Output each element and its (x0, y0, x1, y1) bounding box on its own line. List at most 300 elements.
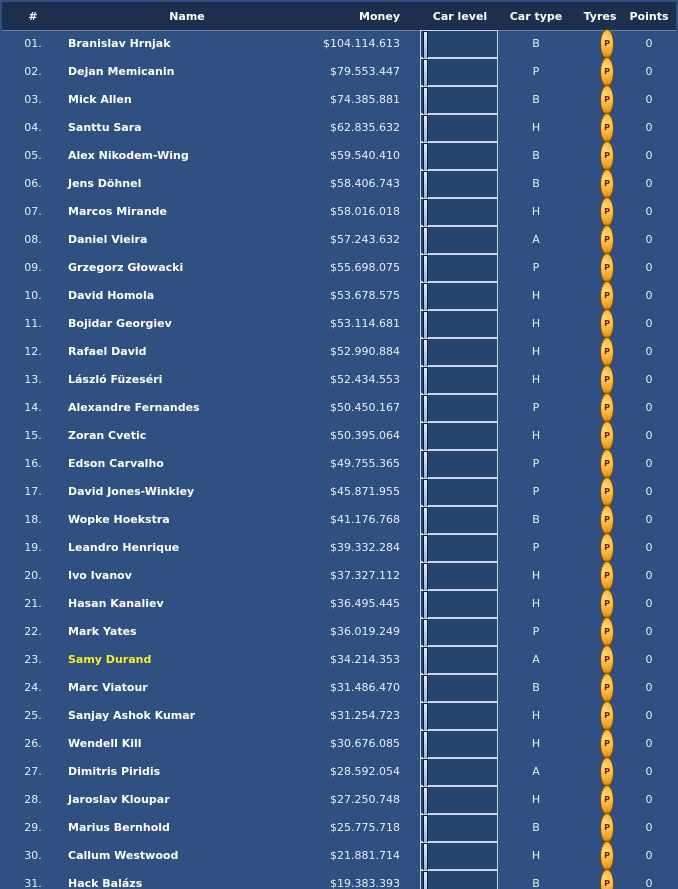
tyre-icon: P (600, 113, 614, 143)
car-level-bar (420, 86, 498, 114)
car-level-cell (420, 58, 500, 86)
car-level-cell (420, 142, 500, 170)
rank-cell: 21. (24, 597, 42, 610)
money-cell: $49.755.365 (330, 457, 400, 470)
car-level-bar (420, 506, 498, 534)
points-cell: 0 (645, 709, 653, 722)
money-cell: $30.676.085 (330, 737, 400, 750)
driver-name-link[interactable]: Wopke Hoekstra (68, 513, 170, 526)
tyre-icon: P (600, 645, 614, 675)
points-cell: 0 (645, 737, 653, 750)
driver-name-link[interactable]: Alex Nikodem-Wing (68, 149, 189, 162)
car-level-segment (423, 423, 428, 453)
points-cell: 0 (645, 149, 653, 162)
points-cell: 0 (645, 401, 653, 414)
points-cell: 0 (645, 485, 653, 498)
car-type-cell: B (532, 681, 540, 694)
column-header-name[interactable]: Name (169, 10, 205, 23)
car-level-cell (420, 870, 500, 889)
car-level-segment (423, 675, 428, 705)
car-type-cell: H (531, 373, 541, 386)
tyre-icon: P (600, 869, 614, 889)
money-cell: $27.250.748 (330, 793, 400, 806)
table-row (2, 226, 676, 254)
table-row (2, 422, 676, 450)
car-level-bar (420, 198, 498, 226)
points-cell: 0 (645, 65, 653, 78)
car-level-segment (423, 479, 428, 509)
column-header-car-level[interactable]: Car level (432, 10, 488, 23)
table-row (2, 730, 676, 758)
rank-cell: 29. (24, 821, 42, 834)
column-header-points[interactable]: Points (629, 10, 669, 23)
car-level-bar (420, 842, 498, 870)
points-cell: 0 (645, 513, 653, 526)
tyre-icon: P (600, 673, 614, 703)
car-level-cell (420, 310, 500, 338)
car-level-bar (420, 30, 498, 58)
car-level-segment (423, 227, 428, 257)
car-level-cell (420, 814, 500, 842)
rank-cell: 26. (24, 737, 42, 750)
driver-name-link[interactable]: Ivo Ivanov (68, 569, 132, 582)
tyre-icon: P (600, 57, 614, 87)
car-level-segment (423, 199, 428, 229)
car-level-cell (420, 534, 500, 562)
table-row (2, 338, 676, 366)
car-level-segment (423, 451, 428, 481)
tyre-icon: P (600, 421, 614, 451)
car-level-segment (423, 143, 428, 173)
car-level-bar (420, 226, 498, 254)
tyres-cell (578, 646, 622, 674)
rank-cell: 24. (24, 681, 42, 694)
car-level-bar (420, 534, 498, 562)
money-cell: $55.698.075 (330, 261, 400, 274)
rank-cell: 02. (24, 65, 42, 78)
car-level-bar (420, 450, 498, 478)
car-level-segment (423, 255, 428, 285)
car-level-segment (423, 591, 428, 621)
driver-name-link[interactable]: Leandro Henrique (68, 541, 180, 554)
tyre-icon: P (600, 757, 614, 787)
tyres-cell (578, 282, 622, 310)
tyres-cell (578, 366, 622, 394)
car-type-cell: H (531, 569, 541, 582)
car-level-cell (420, 282, 500, 310)
car-type-cell: A (532, 765, 540, 778)
rank-cell: 04. (24, 121, 42, 134)
points-cell: 0 (645, 289, 653, 302)
money-cell: $31.486.470 (330, 681, 400, 694)
points-cell: 0 (645, 849, 653, 862)
car-level-cell (420, 730, 500, 758)
table-row (2, 142, 676, 170)
rank-cell: 28. (24, 793, 42, 806)
car-level-bar (420, 114, 498, 142)
points-cell: 0 (645, 457, 653, 470)
car-level-cell (420, 506, 500, 534)
driver-name-link[interactable]: Jaroslav Kloupar (68, 793, 170, 806)
rank-cell: 09. (24, 261, 42, 274)
tyre-icon: P (600, 589, 614, 619)
tyre-icon: P (600, 617, 614, 647)
table-row (2, 254, 676, 282)
points-cell: 0 (645, 205, 653, 218)
driver-name-link[interactable]: Zoran Cvetic (68, 429, 147, 442)
driver-name-link[interactable]: Santtu Sara (68, 121, 142, 134)
car-type-cell: P (532, 625, 540, 638)
money-cell: $58.406.743 (330, 177, 400, 190)
tyre-icon: P (600, 561, 614, 591)
car-level-segment (423, 283, 428, 313)
car-level-segment (423, 787, 428, 817)
car-level-bar (420, 170, 498, 198)
rank-cell: 20. (24, 569, 42, 582)
car-level-cell (420, 478, 500, 506)
rank-cell: 16. (24, 457, 42, 470)
car-level-bar (420, 58, 498, 86)
rank-cell: 22. (24, 625, 42, 638)
car-level-bar (420, 590, 498, 618)
car-level-bar (420, 646, 498, 674)
car-level-segment (423, 59, 428, 89)
car-level-cell (420, 114, 500, 142)
car-level-cell (420, 842, 500, 870)
tyres-cell (578, 310, 622, 338)
table-row (2, 366, 676, 394)
table-row (2, 870, 676, 889)
car-type-cell: B (532, 877, 540, 889)
car-level-bar (420, 142, 498, 170)
car-type-cell: H (531, 849, 541, 862)
car-level-bar (420, 758, 498, 786)
car-type-cell: B (532, 513, 540, 526)
driver-name-link[interactable]: Wendell Kill (68, 737, 142, 750)
car-level-segment (423, 87, 428, 117)
driver-name-link[interactable]: Rafael David (68, 345, 147, 358)
driver-name-link[interactable]: Marius Bernhold (68, 821, 170, 834)
points-cell: 0 (645, 261, 653, 274)
car-type-cell: B (532, 149, 540, 162)
points-cell: 0 (645, 877, 653, 889)
car-level-bar (420, 702, 498, 730)
car-type-cell: B (532, 821, 540, 834)
driver-name-link[interactable]: Branislav Hrnjak (68, 37, 171, 50)
rank-cell: 15. (24, 429, 42, 442)
points-cell: 0 (645, 93, 653, 106)
car-level-bar (420, 562, 498, 590)
rank-cell: 03. (24, 93, 42, 106)
money-cell: $52.434.553 (330, 373, 400, 386)
driver-name-link[interactable]: Alexandre Fernandes (68, 401, 200, 414)
car-level-segment (423, 619, 428, 649)
money-cell: $39.332.284 (330, 541, 400, 554)
tyre-icon: P (600, 365, 614, 395)
car-type-cell: H (531, 737, 541, 750)
money-cell: $59.540.410 (330, 149, 400, 162)
car-type-cell: P (532, 541, 540, 554)
table-row (2, 814, 676, 842)
table-row (2, 58, 676, 86)
tyres-cell (578, 338, 622, 366)
tyre-icon: P (600, 29, 614, 59)
car-level-cell (420, 786, 500, 814)
tyres-cell (578, 758, 622, 786)
driver-name-link[interactable]: David Jones-Winkley (68, 485, 195, 498)
tyres-cell (578, 170, 622, 198)
driver-name-link[interactable]: Daniel Vieira (68, 233, 148, 246)
column-header-money[interactable]: Money (359, 10, 400, 23)
points-cell: 0 (645, 233, 653, 246)
rank-cell: 05. (24, 149, 42, 162)
tyre-icon: P (600, 813, 614, 843)
table-row (2, 310, 676, 338)
tyre-icon: P (600, 729, 614, 759)
rank-cell: 13. (24, 373, 42, 386)
table-row (2, 842, 676, 870)
car-type-cell: A (532, 653, 540, 666)
rank-cell: 19. (24, 541, 42, 554)
car-level-cell (420, 338, 500, 366)
table-row (2, 198, 676, 226)
tyres-cell (578, 730, 622, 758)
car-level-cell (420, 758, 500, 786)
car-type-cell: P (532, 485, 540, 498)
tyres-cell (578, 86, 622, 114)
points-cell: 0 (645, 597, 653, 610)
money-cell: $36.495.445 (330, 597, 400, 610)
money-cell: $104.114.613 (323, 37, 400, 50)
tyres-cell (578, 450, 622, 478)
car-level-bar (420, 282, 498, 310)
car-level-segment (423, 843, 428, 873)
car-level-segment (423, 563, 428, 593)
table-row (2, 394, 676, 422)
car-type-cell: H (531, 121, 541, 134)
driver-name-link[interactable]: Bojidar Georgiev (68, 317, 172, 330)
rank-cell: 07. (24, 205, 42, 218)
car-level-cell (420, 562, 500, 590)
rank-cell: 11. (24, 317, 42, 330)
car-level-bar (420, 394, 498, 422)
car-level-segment (423, 171, 428, 201)
table-row (2, 758, 676, 786)
points-cell: 0 (645, 569, 653, 582)
points-cell: 0 (645, 653, 653, 666)
tyre-icon: P (600, 309, 614, 339)
points-cell: 0 (645, 121, 653, 134)
tyres-cell (578, 506, 622, 534)
points-cell: 0 (645, 681, 653, 694)
money-cell: $79.553.447 (330, 65, 400, 78)
money-cell: $34.214.353 (330, 653, 400, 666)
car-level-bar (420, 786, 498, 814)
column-header-rank[interactable]: # (28, 10, 38, 23)
table-row (2, 786, 676, 814)
tyres-cell (578, 254, 622, 282)
table-row (2, 282, 676, 310)
points-cell: 0 (645, 373, 653, 386)
car-level-segment (423, 731, 428, 761)
money-cell: $62.835.632 (330, 121, 400, 134)
car-type-cell: H (531, 709, 541, 722)
tyres-cell (578, 422, 622, 450)
car-type-cell: H (531, 317, 541, 330)
car-level-segment (423, 395, 428, 425)
table-row (2, 562, 676, 590)
table-row (2, 86, 676, 114)
car-level-cell (420, 702, 500, 730)
car-level-segment (423, 815, 428, 845)
driver-name-link[interactable]: Hack Balázs (68, 877, 143, 889)
tyre-icon: P (600, 197, 614, 227)
driver-name-link[interactable]: László Füzeséri (68, 373, 163, 386)
tyre-icon: P (600, 449, 614, 479)
car-level-cell (420, 86, 500, 114)
car-level-segment (423, 115, 428, 145)
car-level-cell (420, 422, 500, 450)
car-level-cell (420, 30, 500, 58)
rank-cell: 01. (24, 37, 42, 50)
car-type-cell: H (531, 597, 541, 610)
car-level-cell (420, 254, 500, 282)
tyres-cell (578, 142, 622, 170)
tyres-cell (578, 814, 622, 842)
driver-name-link[interactable]: Mark Yates (68, 625, 137, 638)
car-type-cell: H (531, 793, 541, 806)
tyre-icon: P (600, 281, 614, 311)
money-cell: $31.254.723 (330, 709, 400, 722)
car-level-segment (423, 759, 428, 789)
money-cell: $36.019.249 (330, 625, 400, 638)
driver-name-link[interactable]: Grzegorz Głowacki (68, 261, 184, 274)
car-type-cell: P (532, 65, 540, 78)
tyres-cell (578, 534, 622, 562)
car-type-cell: H (531, 289, 541, 302)
table-row (2, 534, 676, 562)
car-type-cell: B (532, 37, 540, 50)
driver-name-link[interactable]: David Homola (68, 289, 155, 302)
points-cell: 0 (645, 793, 653, 806)
column-header-tyres[interactable]: Tyres (583, 10, 617, 23)
driver-name-link[interactable]: Mick Allen (68, 93, 132, 106)
rank-cell: 06. (24, 177, 42, 190)
car-level-bar (420, 730, 498, 758)
points-cell: 0 (645, 177, 653, 190)
driver-name-link[interactable]: Marcos Mirande (68, 205, 167, 218)
rank-cell: 14. (24, 401, 42, 414)
rank-cell: 08. (24, 233, 42, 246)
tyres-cell (578, 58, 622, 86)
money-cell: $52.990.884 (330, 345, 400, 358)
car-level-bar (420, 618, 498, 646)
car-type-cell: B (532, 177, 540, 190)
car-type-cell: A (532, 233, 540, 246)
driver-name-link[interactable]: Dejan Memicanin (68, 65, 175, 78)
points-cell: 0 (645, 429, 653, 442)
points-cell: 0 (645, 625, 653, 638)
tyre-icon: P (600, 141, 614, 171)
driver-name-link[interactable]: Marc Viatour (68, 681, 148, 694)
money-cell: $58.016.018 (330, 205, 400, 218)
rank-cell: 30. (24, 849, 42, 862)
money-cell: $45.871.955 (330, 485, 400, 498)
tyres-cell (578, 478, 622, 506)
points-cell: 0 (645, 37, 653, 50)
car-level-cell (420, 674, 500, 702)
driver-name-link[interactable]: Callum Westwood (68, 849, 179, 862)
standings-table-body (2, 30, 676, 889)
driver-name-link[interactable]: Edson Carvalho (68, 457, 164, 470)
tyres-cell (578, 226, 622, 254)
driver-name-link[interactable]: Sanjay Ashok Kumar (68, 709, 196, 722)
car-type-cell: P (532, 457, 540, 470)
car-level-segment (423, 871, 428, 889)
tyre-icon: P (600, 393, 614, 423)
points-cell: 0 (645, 541, 653, 554)
car-level-bar (420, 422, 498, 450)
money-cell: $19.383.393 (330, 877, 400, 889)
money-cell: $50.450.167 (330, 401, 400, 414)
driver-name-link[interactable]: Hasan Kanaliev (68, 597, 164, 610)
tyres-cell (578, 562, 622, 590)
column-header-car-type[interactable]: Car type (509, 10, 563, 23)
driver-name-link[interactable]: Dimitris Piridis (68, 765, 161, 778)
table-row (2, 114, 676, 142)
driver-name-link[interactable]: Jens Döhnel (68, 177, 142, 190)
rank-cell: 25. (24, 709, 42, 722)
points-cell: 0 (645, 821, 653, 834)
rank-cell: 18. (24, 513, 42, 526)
points-cell: 0 (645, 765, 653, 778)
rank-cell: 10. (24, 289, 42, 302)
car-level-bar (420, 254, 498, 282)
driver-name-link[interactable]: Samy Durand (68, 653, 152, 666)
car-level-segment (423, 311, 428, 341)
points-cell: 0 (645, 317, 653, 330)
table-row (2, 646, 676, 674)
car-type-cell: H (531, 345, 541, 358)
tyre-icon: P (600, 785, 614, 815)
points-cell: 0 (645, 345, 653, 358)
table-row (2, 170, 676, 198)
car-type-cell: P (532, 401, 540, 414)
table-row (2, 450, 676, 478)
car-type-cell: H (531, 429, 541, 442)
car-level-cell (420, 394, 500, 422)
car-type-cell: B (532, 93, 540, 106)
table-row (2, 618, 676, 646)
car-level-bar (420, 310, 498, 338)
tyres-cell (578, 674, 622, 702)
tyre-icon: P (600, 505, 614, 535)
money-cell: $41.176.768 (330, 513, 400, 526)
money-cell: $21.881.714 (330, 849, 400, 862)
car-level-segment (423, 367, 428, 397)
rank-cell: 31. (24, 877, 42, 889)
car-level-cell (420, 170, 500, 198)
car-level-segment (423, 647, 428, 677)
money-cell: $50.395.064 (330, 429, 400, 442)
rank-cell: 12. (24, 345, 42, 358)
tyre-icon: P (600, 253, 614, 283)
car-level-cell (420, 618, 500, 646)
car-level-segment (423, 507, 428, 537)
car-level-segment (423, 535, 428, 565)
tyres-cell (578, 842, 622, 870)
car-level-cell (420, 226, 500, 254)
